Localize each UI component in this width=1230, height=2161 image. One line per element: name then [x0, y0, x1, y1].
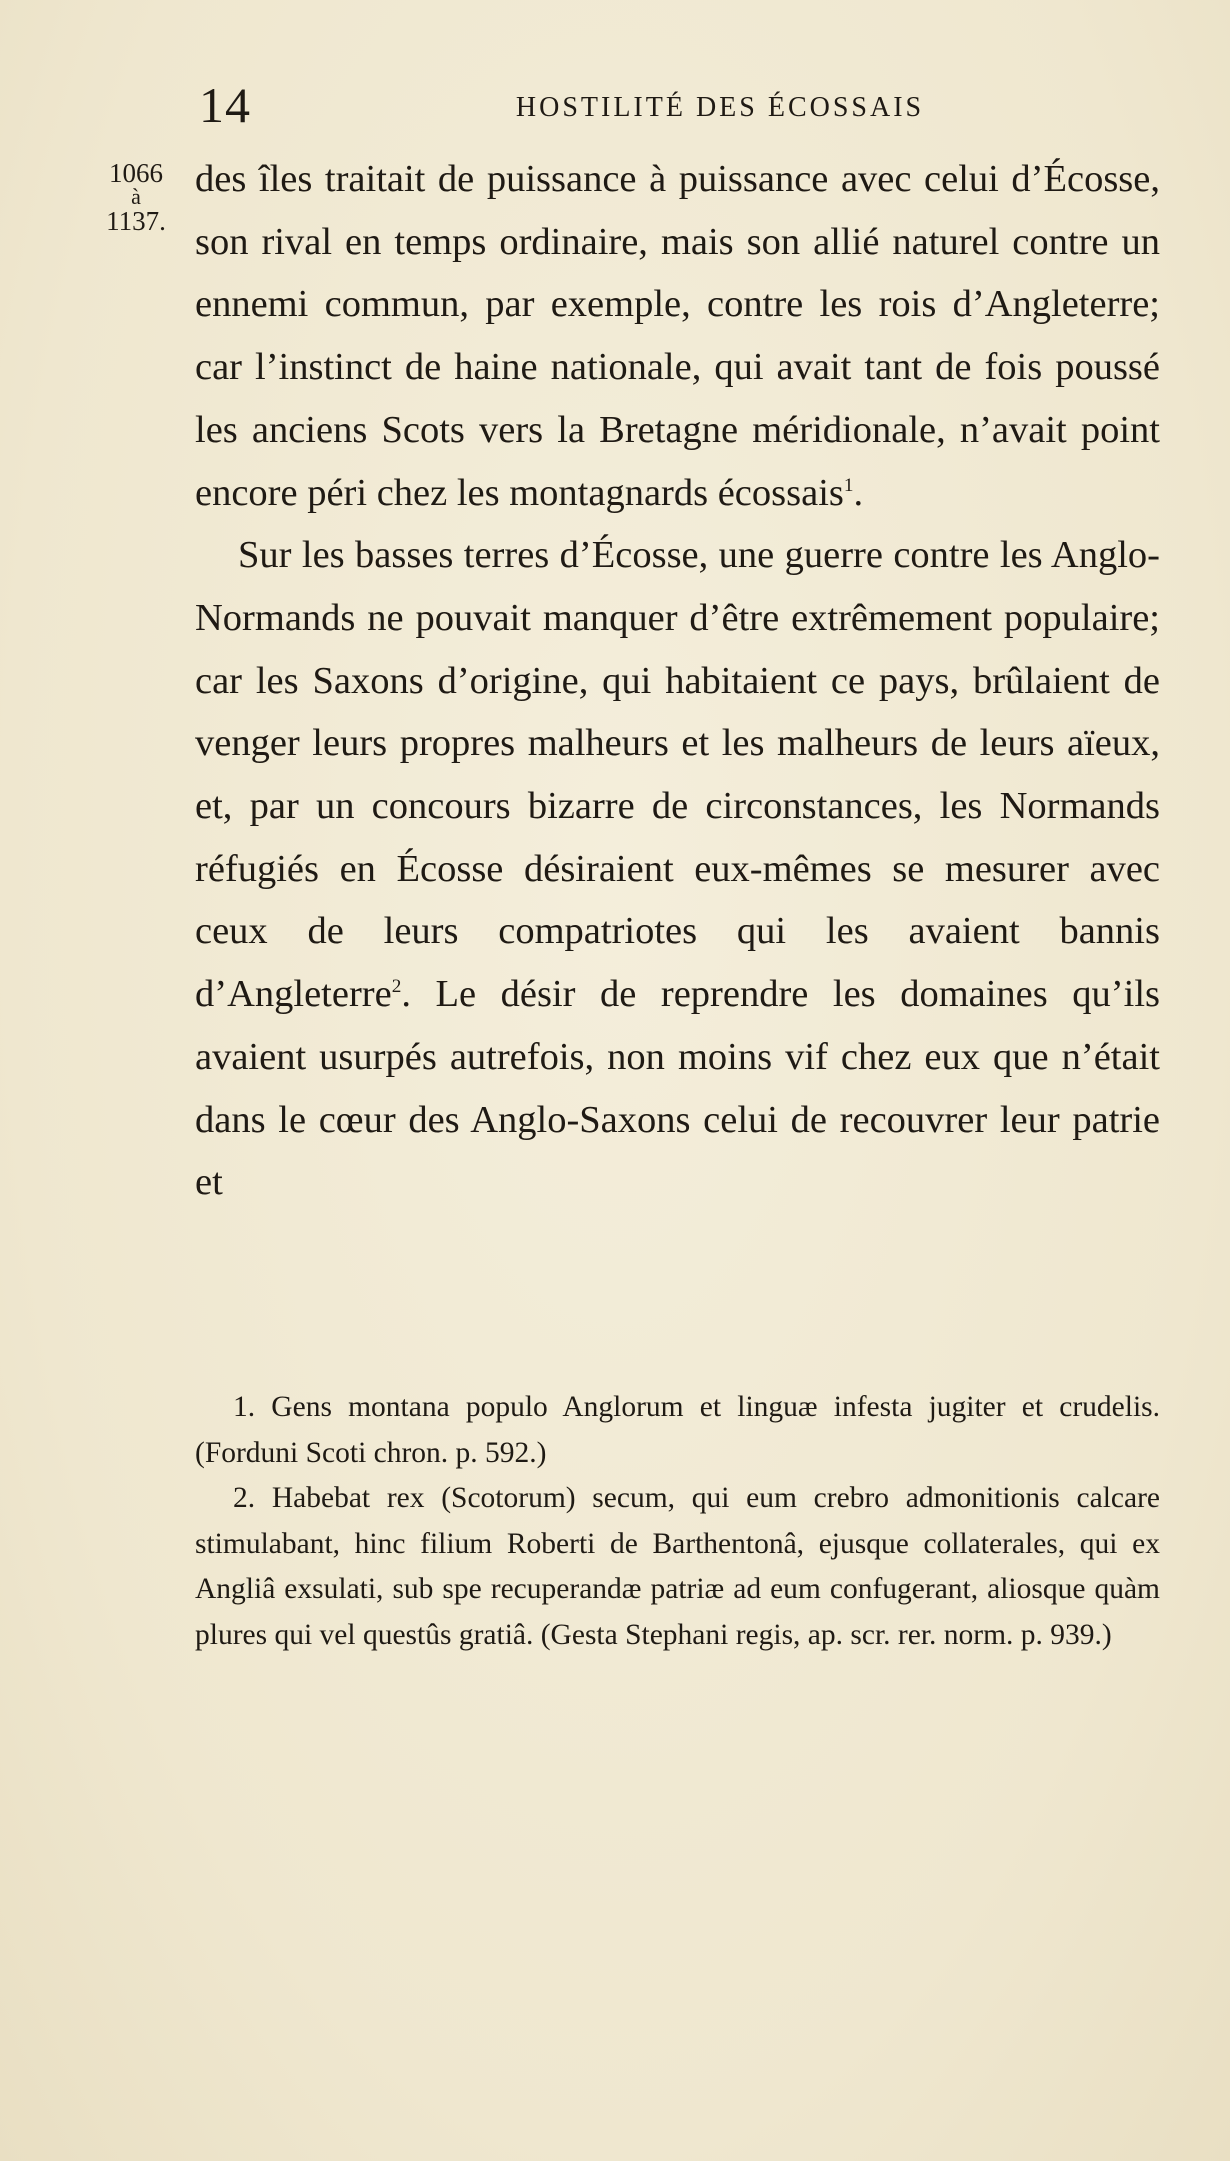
footnote: 2. Habebat rex (Scotorum) secum, qui eum crebro admonitionis calcare stimulabant, hinc filium Roberti de Barthentonâ, ejusque collaterales, qui ex Angliâ exsulati, sub spe recuperandæ patriæ ad eum confugerant, aliosque quàm plures qui vel questûs gratiâ. (Gesta Stephani regis, ap. scr. rer. norm. p. 939.)	[195, 1482, 1160, 1651]
paragraph-text-end: . Le désir de reprendre les domaines qu’ils avaient usurpés autrefois, non moins vif chez eux que n’était dans le cœur des Anglo-Saxons celui de recouvrer leur patrie et	[195, 973, 1160, 1204]
footnote: 1. Gens montana populo Anglorum et linguæ infesta jugiter et crudelis. (Forduni Scoti chron. p. 592.)	[195, 1391, 1160, 1469]
body-text	[195, 148, 1160, 1214]
page-number: 14	[199, 77, 251, 133]
paragraph-text: Sur les basses terres d’Écosse, une guerre contre les Anglo-Normands ne pouvait manquer d’être extrêmement populaire; car les Saxons d’origine, qui habitaient ce pays, brûlaient de venger leurs propres malheurs et les malheurs de leurs aïeux, et, par un concours bizarre de circonstances, les Normands réfugiés en Écosse désiraient eux-mêmes se mesurer avec ceux de leurs compatriotes qui les avaient bannis d’Angleterre	[195, 534, 1160, 1016]
footnote-ref: 2	[391, 976, 402, 998]
running-head: HOSTILITÉ DES ÉCOSSAIS	[515, 92, 925, 123]
page-header	[195, 77, 1155, 133]
margin-dates	[92, 158, 180, 236]
paragraph	[195, 524, 1160, 1214]
margin-date-start: 1066	[109, 158, 163, 188]
margin-date-end: 1137.	[106, 206, 166, 236]
margin-date-mid: à	[131, 184, 141, 209]
footnote-ref: 1	[843, 474, 854, 496]
paragraph-text-end: .	[853, 471, 864, 514]
paragraph	[195, 148, 1160, 524]
paragraph-text: des îles traitait de puissance à puissance avec celui d’Écosse, son rival en temps ordinaire, mais son allié naturel contre un ennemi commun, par exemple, contre les rois d’Angleterre; car l’instinct de haine nationale, qui avait tant de fois poussé les anciens Scots vers la Bretagne méridionale, n’avait point encore péri chez les montagnards écossais	[195, 158, 1160, 514]
footnotes	[195, 1385, 1160, 1659]
